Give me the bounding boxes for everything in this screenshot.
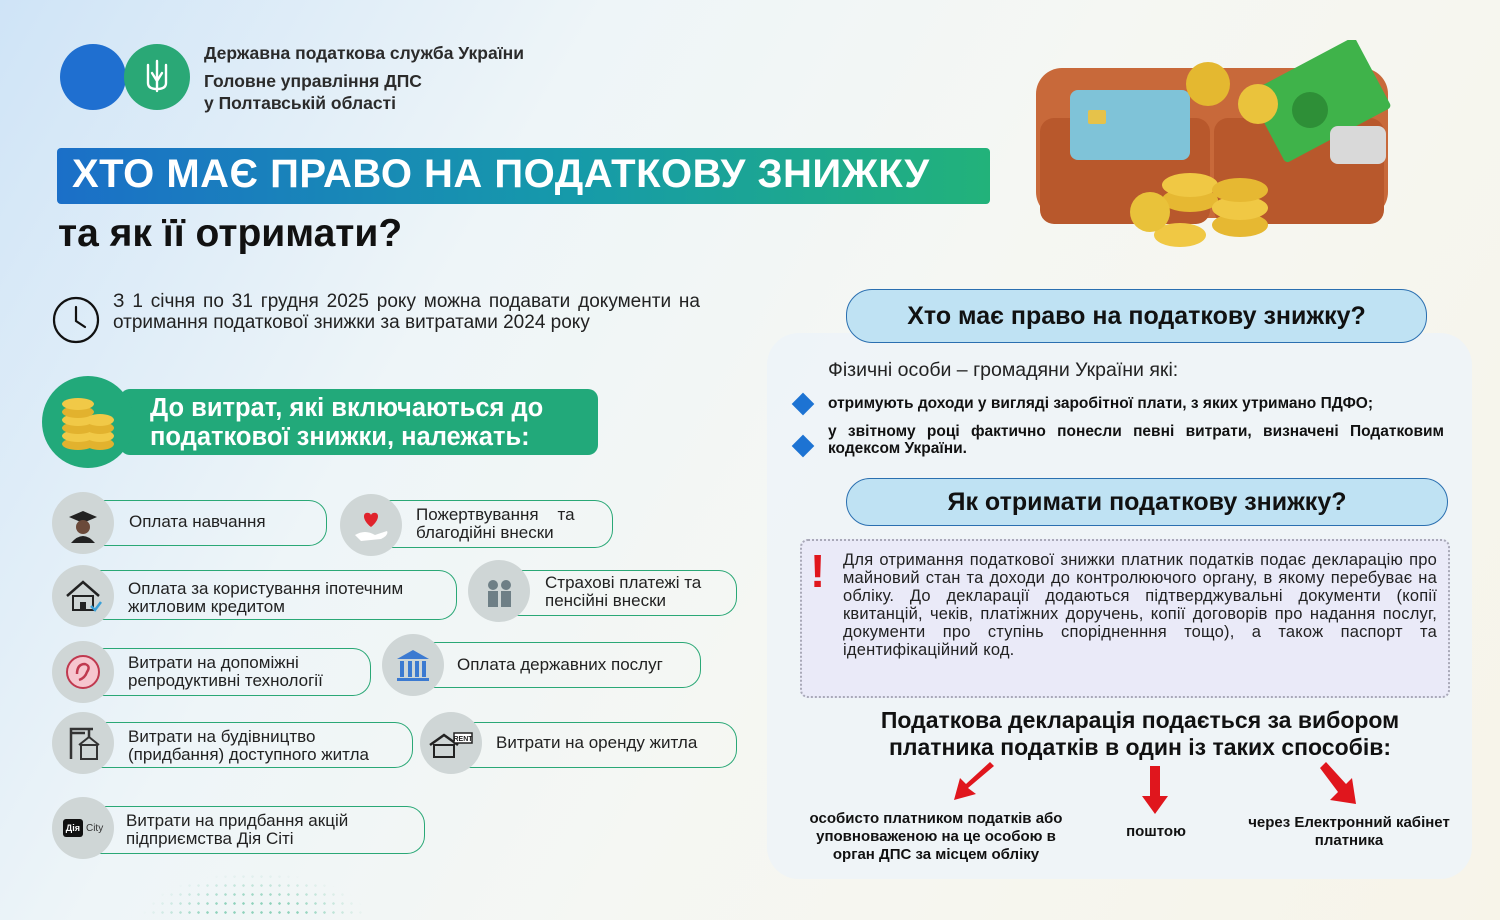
coin-stack bbox=[1212, 178, 1268, 202]
clock-icon bbox=[52, 296, 100, 344]
dollar-sign-icon bbox=[1292, 92, 1328, 128]
rent-house-icon bbox=[420, 712, 482, 774]
trident-logo bbox=[124, 44, 190, 110]
deadline-text: З 1 січня по 31 грудня 2025 року можна подавати документи на отримання податкової знижки за витратами 2024 року bbox=[113, 291, 700, 333]
who-question-pill bbox=[846, 289, 1427, 343]
expense-label-construction: Витрати на будівництво (придбання) доступного житла bbox=[128, 727, 369, 764]
expense-label-rent: Витрати на оренду житла bbox=[496, 733, 698, 752]
expense-label-mortgage: Оплата за користування іпотечним житловим кредитом bbox=[128, 579, 404, 616]
diia-city-icon bbox=[52, 797, 114, 859]
expenses-heading-line-2: податкової знижки, належать: bbox=[150, 423, 530, 451]
expenses-heading-line-1: До витрат, які включаються до bbox=[150, 394, 544, 422]
page-title: ХТО МАЄ ПРАВО НА ПОДАТКОВУ ЗНИЖКУ bbox=[72, 152, 930, 196]
organization-name bbox=[204, 42, 524, 114]
declaration-methods-heading bbox=[800, 707, 1480, 761]
heart-hand-icon bbox=[340, 494, 402, 556]
method-post: поштою bbox=[1126, 823, 1186, 840]
how-question: Як отримати податкову знижку? bbox=[947, 488, 1347, 516]
card-chip bbox=[1088, 110, 1106, 124]
org-line-2: Головне управління ДПС bbox=[204, 71, 422, 91]
eligibility-bullet-1: отримують доходи у вигляді заробітної плати, з яких утримано ПДФО; bbox=[828, 395, 1374, 412]
decorative-dots bbox=[140, 872, 370, 920]
graduate-icon bbox=[52, 492, 114, 554]
method-in-person: особисто платником податків або уповноваженою на це особою в орган ДПС за місцем обліку bbox=[809, 810, 1063, 863]
expense-label-insurance: Страхові платежі та пенсійні внески bbox=[545, 573, 702, 610]
warning-text: Для отримання податкової знижки платник податків подає декларацію про майновий стан та доходи до контролюючого органу, в якому перебуває на обліку. До декларації додаються підтверджувальні документи (копії квитанцій, чеків, платіжних доручень, копії договорів про надання послуг, документи про ступінь спорідненння тощо), а також паспорт та ідентифікаційний код. bbox=[843, 551, 1437, 659]
embryo-icon bbox=[52, 641, 114, 703]
rent-sign-text: RENT bbox=[453, 736, 473, 743]
method-e-cabinet: через Електронний кабінет платника bbox=[1248, 814, 1450, 849]
coin-stack bbox=[1162, 173, 1218, 197]
coins-circle bbox=[42, 376, 134, 468]
dps-logo-blue-circle bbox=[60, 44, 126, 110]
arrow-down-right-icon bbox=[1318, 762, 1360, 806]
wallet-illustration bbox=[1030, 40, 1400, 260]
physical-persons-text: Фізичні особи – громадяни України які: bbox=[828, 359, 1179, 381]
expense-label-education: Оплата навчання bbox=[129, 512, 266, 531]
crane-house-icon bbox=[52, 712, 114, 774]
org-line-3: у Полтавській області bbox=[204, 93, 396, 113]
trident-icon bbox=[142, 59, 172, 95]
exclamation-icon: ! bbox=[810, 545, 826, 597]
org-line-1: Державна податкова служба України bbox=[204, 43, 524, 63]
expense-label-state-services: Оплата державних послуг bbox=[457, 655, 663, 674]
wallet-clasp bbox=[1330, 126, 1386, 164]
coin-icon bbox=[1238, 84, 1278, 124]
diia-logo-text: Дія bbox=[63, 819, 83, 837]
coin-icon bbox=[1130, 192, 1170, 232]
arrow-down-icon bbox=[1140, 766, 1170, 816]
who-question: Хто має право на податкову знижку? bbox=[907, 302, 1366, 330]
coin-stack-icon bbox=[42, 376, 134, 468]
insurance-family-icon bbox=[468, 560, 530, 622]
declaration-line-2: платника податків в один із таких способів: bbox=[888, 734, 1392, 760]
eligibility-bullet-2: у звітному році фактично понесли певні витрати, визначені Податковим кодексом України. bbox=[828, 423, 1444, 457]
how-question-pill bbox=[846, 478, 1448, 526]
diia-city-text: City bbox=[85, 822, 104, 834]
coin-icon bbox=[1186, 62, 1230, 106]
expense-label-reproductive: Витрати на допоміжні репродуктивні технології bbox=[128, 653, 323, 690]
expense-label-donations: Пожертвування та благодійні внески bbox=[416, 505, 575, 542]
arrow-down-left-icon bbox=[950, 762, 1000, 804]
page-subtitle: та як її отримати? bbox=[58, 212, 403, 255]
expenses-heading bbox=[150, 394, 543, 452]
expense-label-diia-city: Витрати на придбання акцій підприємства Дія Сіті bbox=[126, 811, 349, 848]
credit-card bbox=[1070, 90, 1190, 160]
declaration-line-1: Податкова декларація подається за вибором bbox=[880, 707, 1400, 733]
government-building-icon bbox=[382, 634, 444, 696]
house-icon bbox=[52, 565, 114, 627]
